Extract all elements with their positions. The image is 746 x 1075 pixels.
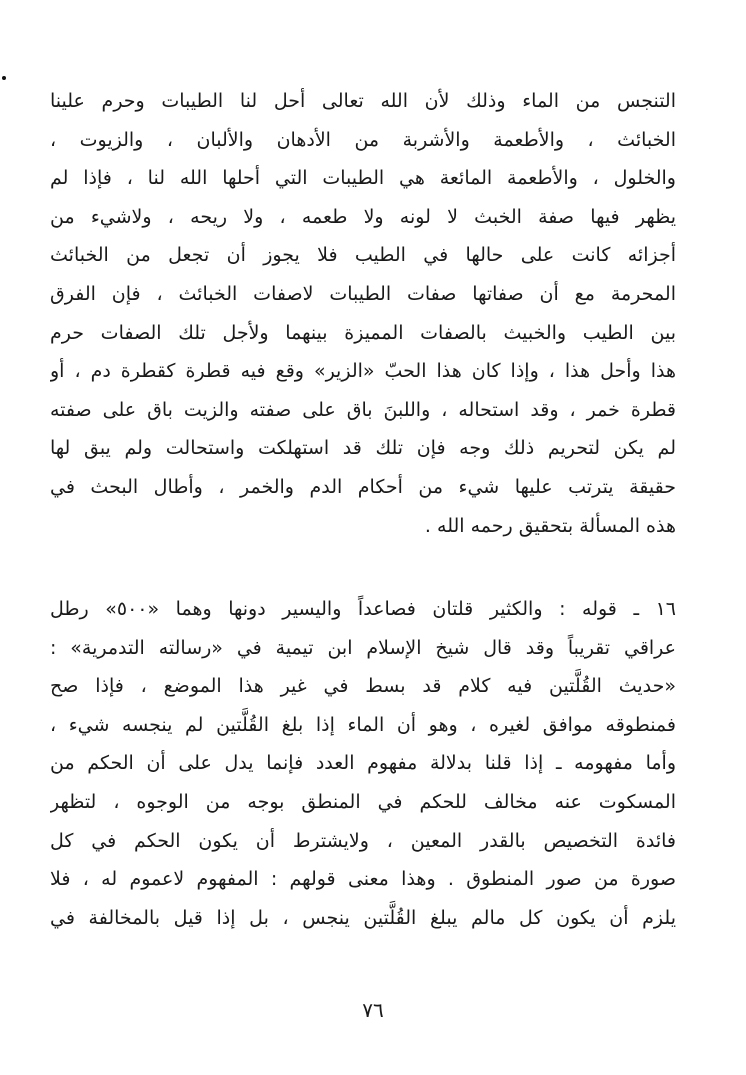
page-number: ٧٦ [362,998,384,1022]
text-line: هذا وأحل هذا ، وإذا كان هذا الحبّ «الزير» وقع فيه قطرة كقطرة دم ، أو [50,360,676,383]
text-line: فمنطوقه موافق لغيره ، وهو أن الماء إذا بلغ القُلَّتين لم ينجسه شيء ، [50,713,676,736]
margin-mark [2,76,6,80]
text-line: صورة من صور المنطوق . وهذا معنى قولهم : المفهوم لاعموم له ، فلا [50,868,676,891]
text-line: التنجس من الماء وذلك لأن الله تعالى أحل لنا الطيبات وحرم علينا [50,90,676,112]
text-line: يلزم أن يكون كل مالم يبلغ القُلَّتين ينجس ، بل إذا قيل بالمخالفة في [50,906,676,929]
text-line: المسكوت عنه مخالف للحكم في المنطق بوجه من الوجوه ، لتظهر [50,790,676,813]
text-line: وأما مفهومه ـ إذا قلنا بدلالة مفهوم العدد فإنما يدل على أن الحكم من [50,752,676,775]
paragraph-note-16 [50,590,676,937]
text-line: قطرة خمر ، وقد استحاله ، واللبنَ باق على صفته والزيت باق على صفته [50,398,676,421]
text-line: يظهر فيها صفة الخبث لا لونه ولا طعمه ، ولا ريحه ، ولاشيء من [50,205,676,228]
text-line: الخبائث ، والأطعمة والأشربة من الأدهان والألبان ، والزيوت ، [50,128,676,151]
text-line: هذه المسألة بتحقيق رحمه الله . [424,514,676,537]
text-line: فائدة التخصيص بالقدر المعين ، ولايشترط أن يكون الحكم في كل [50,829,676,852]
text-line: ١٦ ـ قوله : والكثير قلتان فصاعداً واليسير دونها وهما «٥٠٠» رطل [50,598,676,620]
paragraph-water-purity [50,82,676,545]
text-line: المحرمة مع أن صفاتها صفات الطيبات لاصفات الخبائث ، فإن الفرق [50,282,676,305]
text-line: أجزائه كانت على حالها في الطيب فلا يجوز أن تجعل من الخبائث [50,244,676,267]
text-line: والخلول ، والأطعمة المائعة هي الطيبات التي أحلها الله لنا ، فإذا لم [50,167,676,190]
text-line: لم يكن لتحريم ذلك وجه فإن تلك قد استهلكت واستحالت ولم يبق لها [50,437,676,460]
text-line: عراقي تقريباً وقد قال شيخ الإسلام ابن تيمية في «رسالته التدمرية» : [50,636,676,659]
text-line: «حديث القُلَّتين فيه كلام قد بسط في غير هذا الموضع ، فإذا صح [50,675,676,698]
text-line: بين الطيب والخبيث بالصفات المميزة بينهما ولأجل تلك الصفات حرم [50,321,676,344]
text-line: حقيقة يترتب عليها شيء من أحكام الدم والخمر ، وأطال البحث في [50,475,676,498]
